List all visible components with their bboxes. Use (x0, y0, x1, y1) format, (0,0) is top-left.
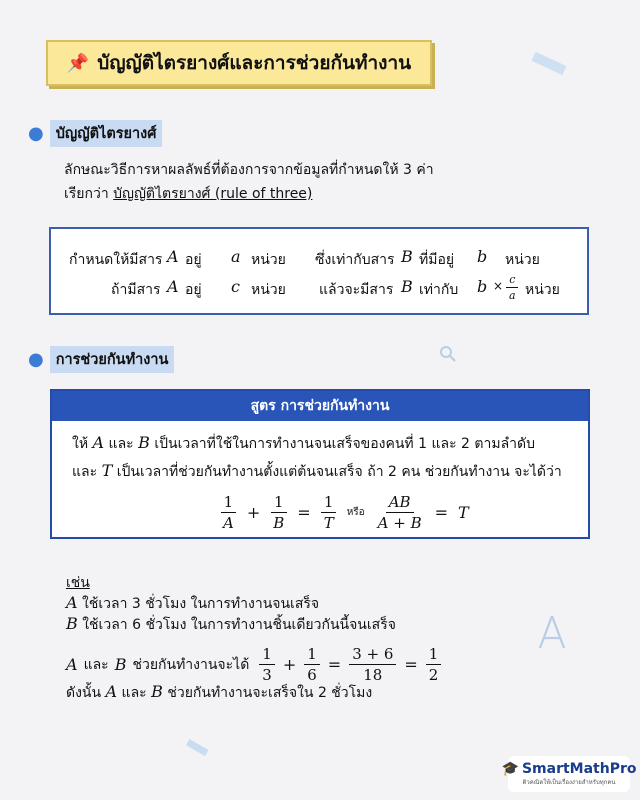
section-heading-label: บัญญัติไตรยางศ์ (50, 120, 163, 147)
bullet-icon: ● (28, 122, 44, 144)
fraction-c-over-a: $\frac{c}{a}$ (506, 273, 519, 302)
rule-description-line1: ลักษณะวิธีการหาผลลัพธ์ที่ต้องการจากข้อมูลที่กำหนดให้ 3 ค่า (64, 162, 434, 178)
rule-description (64, 158, 434, 206)
page-title: บัญญัติไตรยางศ์และการช่วยกันทำงาน (97, 52, 412, 74)
formula-line-1: ให้ A และ B เป็นเวลาที่ใช้ในการทำงานจนเสร็จของคนที่ 1 และ 2 ตามลำดับ (72, 433, 536, 452)
pushpin-icon: 📌 (66, 52, 90, 74)
graduation-cap-icon: 🎓 (501, 761, 519, 777)
example-calculation: $\frac{1}{3}$ + $\frac{1}{6}$ = $\frac{3 + 6}{18}$ = $\frac{1}{2}$ (259, 645, 441, 684)
work-formula: $\frac{1}{A}$ + $\frac{1}{B}$ = $\frac{1}{T}$ หรือ $\frac{AB}{A + B}$ = T (220, 493, 469, 532)
magnifier-doodle (438, 344, 458, 364)
example-line-3: A และ B ช่วยกันทำงานจะได้ $\frac{1}{3}$ + $\frac{1}{6}$ = $\frac{3 + 6}{18}$ = $\frac{1}{2}$ (66, 645, 441, 684)
bullet-icon: ● (28, 348, 44, 370)
ruler-doodle (530, 50, 570, 80)
pencil-doodle (184, 738, 214, 760)
formula-box-title: สูตร การช่วยกันทำงาน (52, 391, 588, 421)
example-label: เช่น (66, 575, 90, 591)
rule-box: กำหนดให้มีสาร A อยู่ a หน่วย ซึ่งเท่ากับสาร B ที่มีอยู่ b หน่วย ถ้ามีสาร A อยู่ c หน่วย แล้วจะมีสาร B เท่ากับ b × $\frac{c}{a}$ หน่วย (49, 227, 589, 315)
section-heading-work-together (28, 346, 174, 373)
formula-box (50, 389, 590, 539)
example-conclusion: ดังนั้น A และ B ช่วยกันทำงานจะเสร็จใน 2 ชั่วโมง (66, 682, 373, 701)
logo-name: SmartMathPro (521, 761, 637, 777)
compass-doodle (534, 612, 570, 652)
formula-line-2: และ T เป็นเวลาที่ช่วยกันทำงานตั้งแต่ต้นจนเสร็จ ถ้า 2 คน ช่วยกันทำงาน จะได้ว่า (72, 461, 562, 480)
logo-tagline: ติวคณิตให้เป็นเรื่องง่ายสำหรับทุกคน (522, 779, 616, 786)
example-line-2: B ใช้เวลา 6 ชั่วโมง ในการทำงานชิ้นเดียวกันนี้จนเสร็จ (66, 614, 396, 633)
section-heading-label: การช่วยกันทำงาน (50, 346, 175, 373)
smartmathpro-logo (501, 756, 637, 792)
title-banner (46, 40, 432, 86)
example-line-1: A ใช้เวลา 3 ชั่วโมง ในการทำงานจนเสร็จ (66, 593, 320, 612)
rule-term: บัญญัติไตรยางศ์ (rule of three) (113, 186, 313, 202)
rule-description-line2: เรียกว่า บัญญัติไตรยางศ์ (rule of three) (64, 186, 313, 202)
section-heading-rule-of-three (28, 120, 162, 147)
